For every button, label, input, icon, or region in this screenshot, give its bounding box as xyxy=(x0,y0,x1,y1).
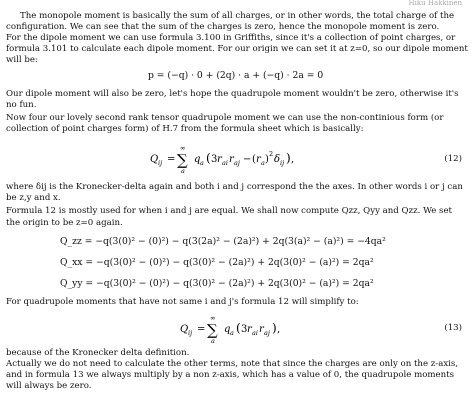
svg-text:ij: ij xyxy=(188,329,193,337)
svg-text:r: r xyxy=(217,154,222,165)
svg-text:∞: ∞ xyxy=(180,144,186,152)
svg-text:∑: ∑ xyxy=(207,321,218,339)
svg-text:∞: ∞ xyxy=(210,314,216,322)
svg-text:δ: δ xyxy=(274,154,281,165)
qzz-equation: Q_zz = −q(3(0)² − (0)²) − q(3(2a)² − (2a)²) + 2q(3(a)² − (a)²) = −4qa² xyxy=(60,236,386,247)
svg-text:a: a xyxy=(211,337,215,345)
equation-13 xyxy=(180,310,310,346)
svg-text:q: q xyxy=(194,154,201,165)
svg-text:): ) xyxy=(272,321,277,335)
svg-text:,: , xyxy=(277,324,281,335)
svg-text:a: a xyxy=(230,329,234,337)
header-author: Hiku Hakkinen xyxy=(408,0,462,7)
svg-text:r: r xyxy=(256,154,261,165)
paragraph-3-line-2: no fun. xyxy=(6,100,37,110)
svg-text:Q: Q xyxy=(150,154,159,165)
paragraph-5-line-3: Formula 12 is mostly used for when i and j are equal. We shall now compute Qzz, Qyy and Qzz. We set xyxy=(6,206,453,216)
svg-text:Q: Q xyxy=(180,324,189,335)
svg-text:∑: ∑ xyxy=(177,151,188,169)
equation-12 xyxy=(150,140,340,176)
svg-text:,: , xyxy=(291,154,295,165)
svg-text:aj: aj xyxy=(234,159,240,167)
paragraph-4-line-2: collection of point charges form) of H.7 from the formula sheet which is basically: xyxy=(6,124,364,134)
paragraph-5-line-4: the origin to be z=0 again. xyxy=(6,218,123,228)
svg-text:ij: ij xyxy=(158,159,163,167)
svg-text:3: 3 xyxy=(241,324,248,335)
svg-text:r: r xyxy=(229,154,234,165)
qyy-equation: Q_yy = −q(3(0)² − (0)²) − q(3(0)² − (2a)²) + 2q(3(0)² − (a)²) = 2qa² xyxy=(60,278,374,289)
svg-text:ij: ij xyxy=(280,159,285,167)
svg-text:a: a xyxy=(200,159,204,167)
equation-13-number: (13) xyxy=(444,323,462,333)
svg-text:2: 2 xyxy=(269,150,274,158)
svg-text:(: ( xyxy=(252,154,256,165)
paragraph-2-line-3: will be: xyxy=(6,55,38,65)
paragraph-4-line-1: Now four our lovely second rank tensor quadrupole moment we can use the non-continious form (or xyxy=(6,113,444,123)
paragraph-1-line-1: The monopole moment is basically the sum of all charges, or in other words, the total charge of the xyxy=(20,11,455,21)
paragraph-5-line-2: be z,y and x. xyxy=(6,193,61,203)
svg-text:−: − xyxy=(243,154,252,165)
paragraph-1-line-2: configuration. We can see that the sum of the charges is zero, hence the monopole moment is zero. xyxy=(6,22,440,32)
dipole-equation: p = (−q) · 0 + (2q) · a + (−q) · 2a = 0 xyxy=(148,70,324,81)
paragraph-6-line-1: For quadrupole moments that have not same i and j's formula 12 will simplify to: xyxy=(6,297,359,307)
paragraph-2-line-1: For the dipole moment we can use formula 3.100 in Griffiths, since it's a collection of point charges, or xyxy=(6,33,456,43)
paragraph-7-line-4: will always be zero. xyxy=(6,381,92,391)
svg-text:aj: aj xyxy=(264,329,270,337)
equation-12-number: (12) xyxy=(444,154,462,164)
svg-text:=: = xyxy=(197,324,206,335)
paragraph-3-line-1: Our dipole moment will also be zero, let's hope the quadrupole moment wouldn't be zero, otherwise it's xyxy=(6,89,459,99)
svg-text:(: ( xyxy=(206,151,211,165)
svg-text:3: 3 xyxy=(211,154,218,165)
svg-text:q: q xyxy=(224,324,231,335)
svg-text:=: = xyxy=(167,154,176,165)
svg-text:r: r xyxy=(259,324,264,335)
paragraph-5-line-1: where δij is the Kronecker-delta again and both i and j correspond the the axes. In other words i or j can xyxy=(6,182,463,192)
svg-text:): ) xyxy=(265,154,269,165)
svg-text:a: a xyxy=(261,159,265,167)
svg-text:r: r xyxy=(247,324,252,335)
qxx-equation: Q_xx = −q(3(0)² − (0)²) − q(3(0)² − (2a)²) + 2q(3(0)² − (a)²) = 2qa² xyxy=(60,257,374,268)
paragraph-2-line-2: formula 3.101 to calculate each dipole moment. For our origin we can set it at z=0, so our dipole moment xyxy=(6,44,468,54)
paragraph-7-line-1: because of the Kronecker delta definition. xyxy=(6,348,190,358)
paragraph-7-line-2: Actually we do not need to calculate the other terms, note that since the charges are only on the z-axis, xyxy=(6,359,459,369)
svg-text:(: ( xyxy=(236,321,241,335)
svg-text:): ) xyxy=(286,151,291,165)
svg-text:a: a xyxy=(181,167,185,175)
svg-text:ai: ai xyxy=(252,329,258,337)
svg-text:ai: ai xyxy=(222,159,228,167)
paragraph-7-line-3: and in formula 13 we always multiply by a non z-axis, which has a value of 0, the quadrupole moments xyxy=(6,370,455,380)
